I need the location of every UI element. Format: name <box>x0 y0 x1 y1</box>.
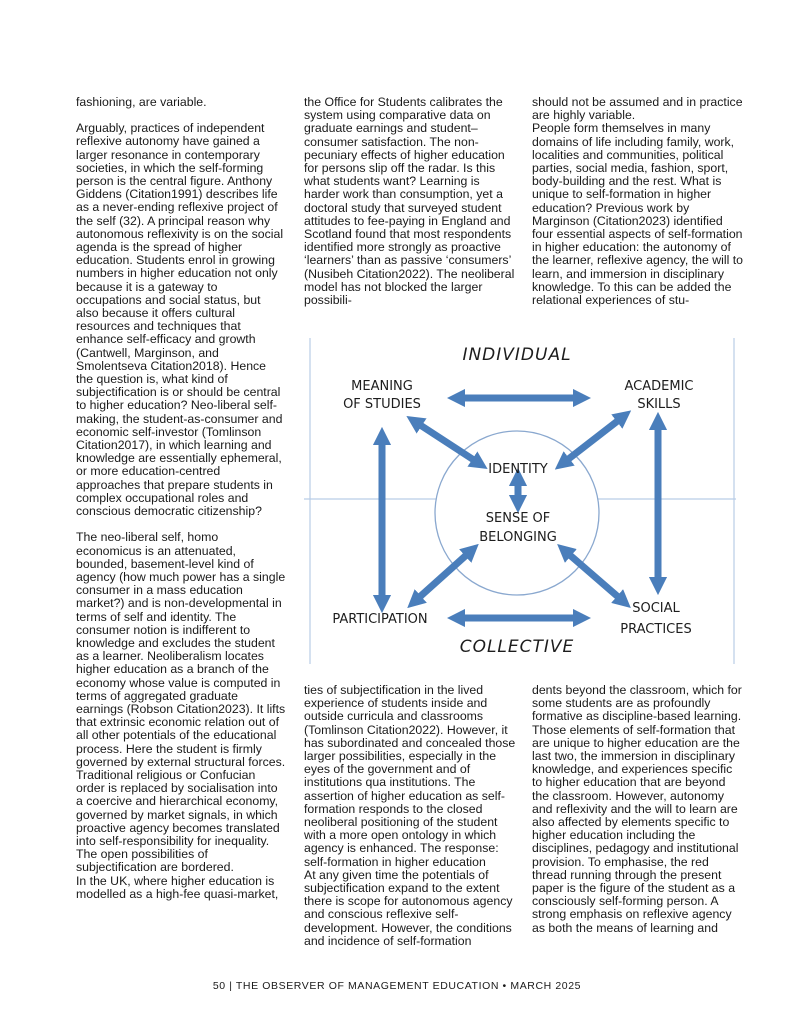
label-meaning-of-studies-1: MEANING <box>351 379 413 394</box>
label-social-practices-2: PRACTICES <box>620 622 692 637</box>
label-collective: COLLECTIVE <box>459 637 575 657</box>
label-individual: INDIVIDUAL <box>462 345 572 365</box>
label-social-practices-1: SOCIAL <box>632 601 680 616</box>
label-sense-of-belonging-1: SENSE OF <box>485 511 551 526</box>
label-academic-skills-1: ACADEMIC <box>624 379 694 394</box>
self-formation-diagram <box>304 336 736 666</box>
paragraph: dents beyond the classroom, which for some students are as profoundly formative as discipline-based learning. Those elements of self-formation that are unique to higher education are the last two, the immersion in disciplinary knowledge, and experiences specific to higher education that are beyond the classroom. However, autonomy and reflexivity and the will to learn are also affected by elements specific to higher education including the disciplines, pedagogy and institutional provision. To emphasise, the red thread running through the present paper is the figure of the student as a consciously self-forming person. A strong emphasis on reflexive agency as both the means of learning and <box>532 683 742 935</box>
paragraph: ties of subjectification in the lived experience of students inside and outside curricula and classrooms (Tomlinson Citation2022). However, it has subordinated and concealed those larger possibilities, especially in the eyes of the government and of institutions qua institutions. The assertion of higher education as self-formation responds to the closed neoliberal positioning of the student with a more open ontology in which agency is enhanced. The response: self-formation in higher education <box>304 683 516 869</box>
paragraph: The neo-liberal self, homo economicus is an attenuated, bounded, basement-level kind of agency (how much power has a single consumer in a mass education market?) and is non-developmental in terms of self and identity. The consumer notion is indifferent to knowledge and excludes the student as a learner. Neoliberalism locates higher education as a branch of the economy whose value is computed in terms of aggregated graduate earnings (Robson Citation2023). It lifts that extrinsic economic relation out of all other potentials of the educational process. Here the student is firmly governed by external structural forces. Traditional religious or Confucian order is replaced by socialisation into a coercive and hierarchical economy, governed by market signals, in which proactive agency becomes translated into self-responsibility for inequality. The open possibilities of subjectification are bordered. <box>76 530 286 875</box>
arrow-diag-top-right <box>562 416 624 464</box>
label-academic-skills-2: SKILLS <box>637 397 681 412</box>
text-column-1 <box>76 96 286 901</box>
label-participation: PARTICIPATION <box>332 612 428 627</box>
paragraph: should not be assumed and in practice are highly variable. <box>532 95 743 123</box>
arrow-diag-top-left <box>414 421 480 464</box>
text-column-4 <box>304 684 516 948</box>
text-column-2 <box>304 96 516 307</box>
paragraph: Arguably, practices of independent reflexive autonomy have gained a larger resonance in contemporary societies, in which the self-forming person is the central figure. Anthony Giddens (Citation1991) describes life as a never-ending reflexive project of the self (32). A principal reason why autonomous reflexivity is on the social agenda is the spread of higher education. Students enrol in growing numbers in higher education not only because it is a gateway to occupations and social status, but also because it offers cultural resources and techniques that enhance self-efficacy and growth (Cantwell, Marginson, and Smolentseva Citation2018). Hence the question is, what kind of subjectification is or should be central to higher education? Neo-liberal self-making, the student-as-consumer and economic self-investor (Tomlinson Citation2017), in which learning and knowledge are essentially ephemeral, or more education-centred approaches that prepare students in complex occupational roles and conscious democratic citizenship? <box>76 121 284 519</box>
label-meaning-of-studies-2: OF STUDIES <box>343 397 421 412</box>
label-identity: IDENTITY <box>488 462 548 477</box>
label-sense-of-belonging-2: BELONGING <box>479 530 557 545</box>
arrow-diag-bottom-right <box>564 550 624 602</box>
paragraph: At any given time the potentials of subjectification expand to the extent there is scope for autonomous agency and conscious reflexive self-development. However, the conditions and incidence of self-formation <box>304 867 513 948</box>
text-column-5 <box>532 684 744 935</box>
arrow-diag-bottom-left <box>414 550 472 602</box>
paragraph: fashioning, are variable. <box>76 95 207 109</box>
page-footer: 50 | THE OBSERVER OF MANAGEMENT EDUCATION • MARCH 2025 <box>212 980 582 992</box>
text-column-3 <box>532 96 744 307</box>
paragraph: People form themselves in many domains of life including family, work, localities and communities, political parties, social media, fashion, sport, body-building and the rest. What is unique to self-formation in higher education? Previous work by Marginson (Citation2023) identified four essential aspects of self-formation in higher education: the autonomy of the learner, reflexive agency, the will to learn, and immersion in disciplinary knowledge. To this can be added the relational experiences of stu- <box>532 121 743 308</box>
paragraph: In the UK, where higher education is modelled as a high-fee quasi-market, <box>76 873 279 901</box>
paragraph: the Office for Students calibrates the system using comparative data on graduate earnings and student–consumer satisfaction. The non-pecuniary effects of higher education for persons slip off the radar. Is this what students want? Learning is harder work than consumption, yet a doctoral study that surveyed student attitudes to fee-paying in England and Scotland found that most respondents identified more strongly as proactive ‘learners’ than as passive ‘consumers’ (Nusibeh Citation2022). The neoliberal model has not blocked the larger possibili- <box>304 95 515 308</box>
